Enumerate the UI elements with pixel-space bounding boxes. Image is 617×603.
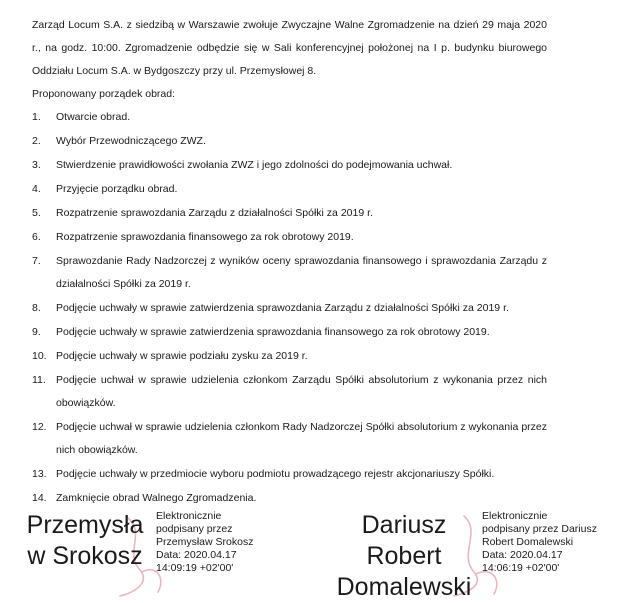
agenda-item-number: 10.	[32, 350, 47, 362]
signature-details	[156, 510, 253, 575]
signature-block-domalewski	[330, 510, 617, 601]
signature-detail-line: 14:06:19 +02'00'	[482, 562, 560, 574]
signer-name	[20, 510, 150, 572]
agenda-item	[32, 369, 547, 415]
agenda-item	[32, 487, 547, 510]
agenda-item-number: 2.	[32, 135, 41, 147]
agenda-item-text: Rozpatrzenie sprawozdania Zarządu z działalności Spółki za 2019 r.	[56, 207, 373, 219]
agenda-item-number: 3.	[32, 159, 41, 171]
agenda-item-text: Sprawozdanie Rady Nadzorczej z wyników oceny sprawozdania finansowego i sprawozdania Zarządu z działalności Spółki za 2019 r.	[56, 255, 547, 290]
signer-name-line: Przemysła	[26, 511, 144, 539]
agenda-item	[32, 202, 547, 225]
signature-detail-line: 14:09:19 +02'00'	[156, 562, 234, 574]
agenda-list	[32, 106, 547, 510]
agenda-item-text: Zamknięcie obrad Walnego Zgromadzenia.	[56, 492, 257, 504]
agenda-item-number: 11.	[32, 374, 46, 386]
agenda-item-number: 5.	[32, 207, 41, 219]
signature-detail-line: podpisany przez	[156, 523, 233, 535]
agenda-item-text: Rozpatrzenie sprawozdania finansowego za rok obrotowy 2019.	[56, 231, 354, 243]
agenda-item-text: Stwierdzenie prawidłowości zwołania ZWZ i jego zdolności do podejmowania uchwał.	[56, 159, 453, 171]
agenda-item-number: 7.	[32, 255, 41, 267]
agenda-label: Proponowany porządek obrad:	[32, 88, 176, 100]
agenda-item-text: Podjęcie uchwały w przedmiocie wyboru podmiotu prowadzącego rejestr akcjonariuszy Spółki.	[56, 468, 495, 480]
agenda-item-text: Podjęcie uchwały w sprawie zatwierdzenia sprawozdania finansowego za rok obrotowy 2019.	[56, 326, 490, 338]
agenda-item	[32, 297, 547, 320]
agenda-item	[32, 321, 547, 344]
agenda-item	[32, 416, 547, 462]
agenda-item	[32, 106, 547, 129]
signer-name-line: Robert	[366, 542, 442, 570]
agenda-item-text: Podjęcie uchwał w sprawie udzielenia członkom Rady Nadzorczej Spółki absolutorium z wykonania przez nich obowiązków.	[56, 421, 547, 456]
agenda-item-text: Przyjęcie porządku obrad.	[56, 183, 178, 195]
signature-detail-line: podpisany przez Dariusz	[482, 523, 597, 535]
agenda-item-text: Otwarcie obrad.	[56, 111, 131, 123]
signature-detail-line: Robert Domalewski	[482, 536, 574, 548]
signature-detail-line: Elektronicznie	[482, 510, 548, 522]
signer-name-line: Domalewski	[336, 573, 472, 601]
agenda-item-number: 9.	[32, 326, 41, 338]
notice-intro: Zarząd Locum S.A. z siedzibą w Warszawie zwołuje Zwyczajne Walne Zgromadzenie na dzień 29 maja 2020 r., na godz. 10:00. Zgromadzenie odbędzie się w Sali konferencyjnej położonej na I p. budynku biurowego Oddziału Locum S.A. w Bydgoszczy przy ul. Przemysłowej 8.	[32, 19, 547, 77]
signer-name	[330, 510, 478, 603]
agenda-item-number: 4.	[32, 183, 41, 195]
agenda-item	[32, 178, 547, 201]
agenda-item-text: Wybór Przewodniczącego ZWZ.	[56, 135, 206, 147]
agenda-item	[32, 463, 547, 486]
agenda-item	[32, 345, 547, 368]
signature-detail-line: Data: 2020.04.17	[482, 549, 563, 561]
document-body	[32, 14, 547, 511]
agenda-item-text: Podjęcie uchwał w sprawie udzielenia członkom Zarządu Spółki absolutorium z wykonania przez nich obowiązków.	[56, 374, 547, 409]
signer-name-line: Dariusz	[361, 511, 447, 539]
signature-details	[482, 510, 597, 575]
agenda-item-number: 13.	[32, 468, 47, 480]
signer-name-line: w Srokosz	[27, 542, 143, 570]
agenda-item-number: 8.	[32, 302, 41, 314]
agenda-item-text: Podjęcie uchwały w sprawie podziału zysku za 2019 r.	[56, 350, 308, 362]
signature-block-srokosz	[20, 510, 270, 598]
agenda-item-number: 1.	[32, 111, 41, 123]
signature-detail-line: Elektronicznie	[156, 510, 222, 522]
agenda-item-number: 12.	[32, 421, 47, 433]
agenda-item-number: 6.	[32, 231, 41, 243]
agenda-item	[32, 226, 547, 249]
agenda-item-number: 14.	[32, 492, 47, 504]
agenda-item-text: Podjęcie uchwały w sprawie zatwierdzenia sprawozdania Zarządu z działalności Spółki za 2019 r.	[56, 302, 509, 314]
signature-detail-line: Przemysław Srokosz	[156, 536, 254, 548]
agenda-item	[32, 130, 547, 153]
signature-detail-line: Data: 2020.04.17	[156, 549, 237, 561]
agenda-item	[32, 154, 547, 177]
agenda-item	[32, 250, 547, 296]
